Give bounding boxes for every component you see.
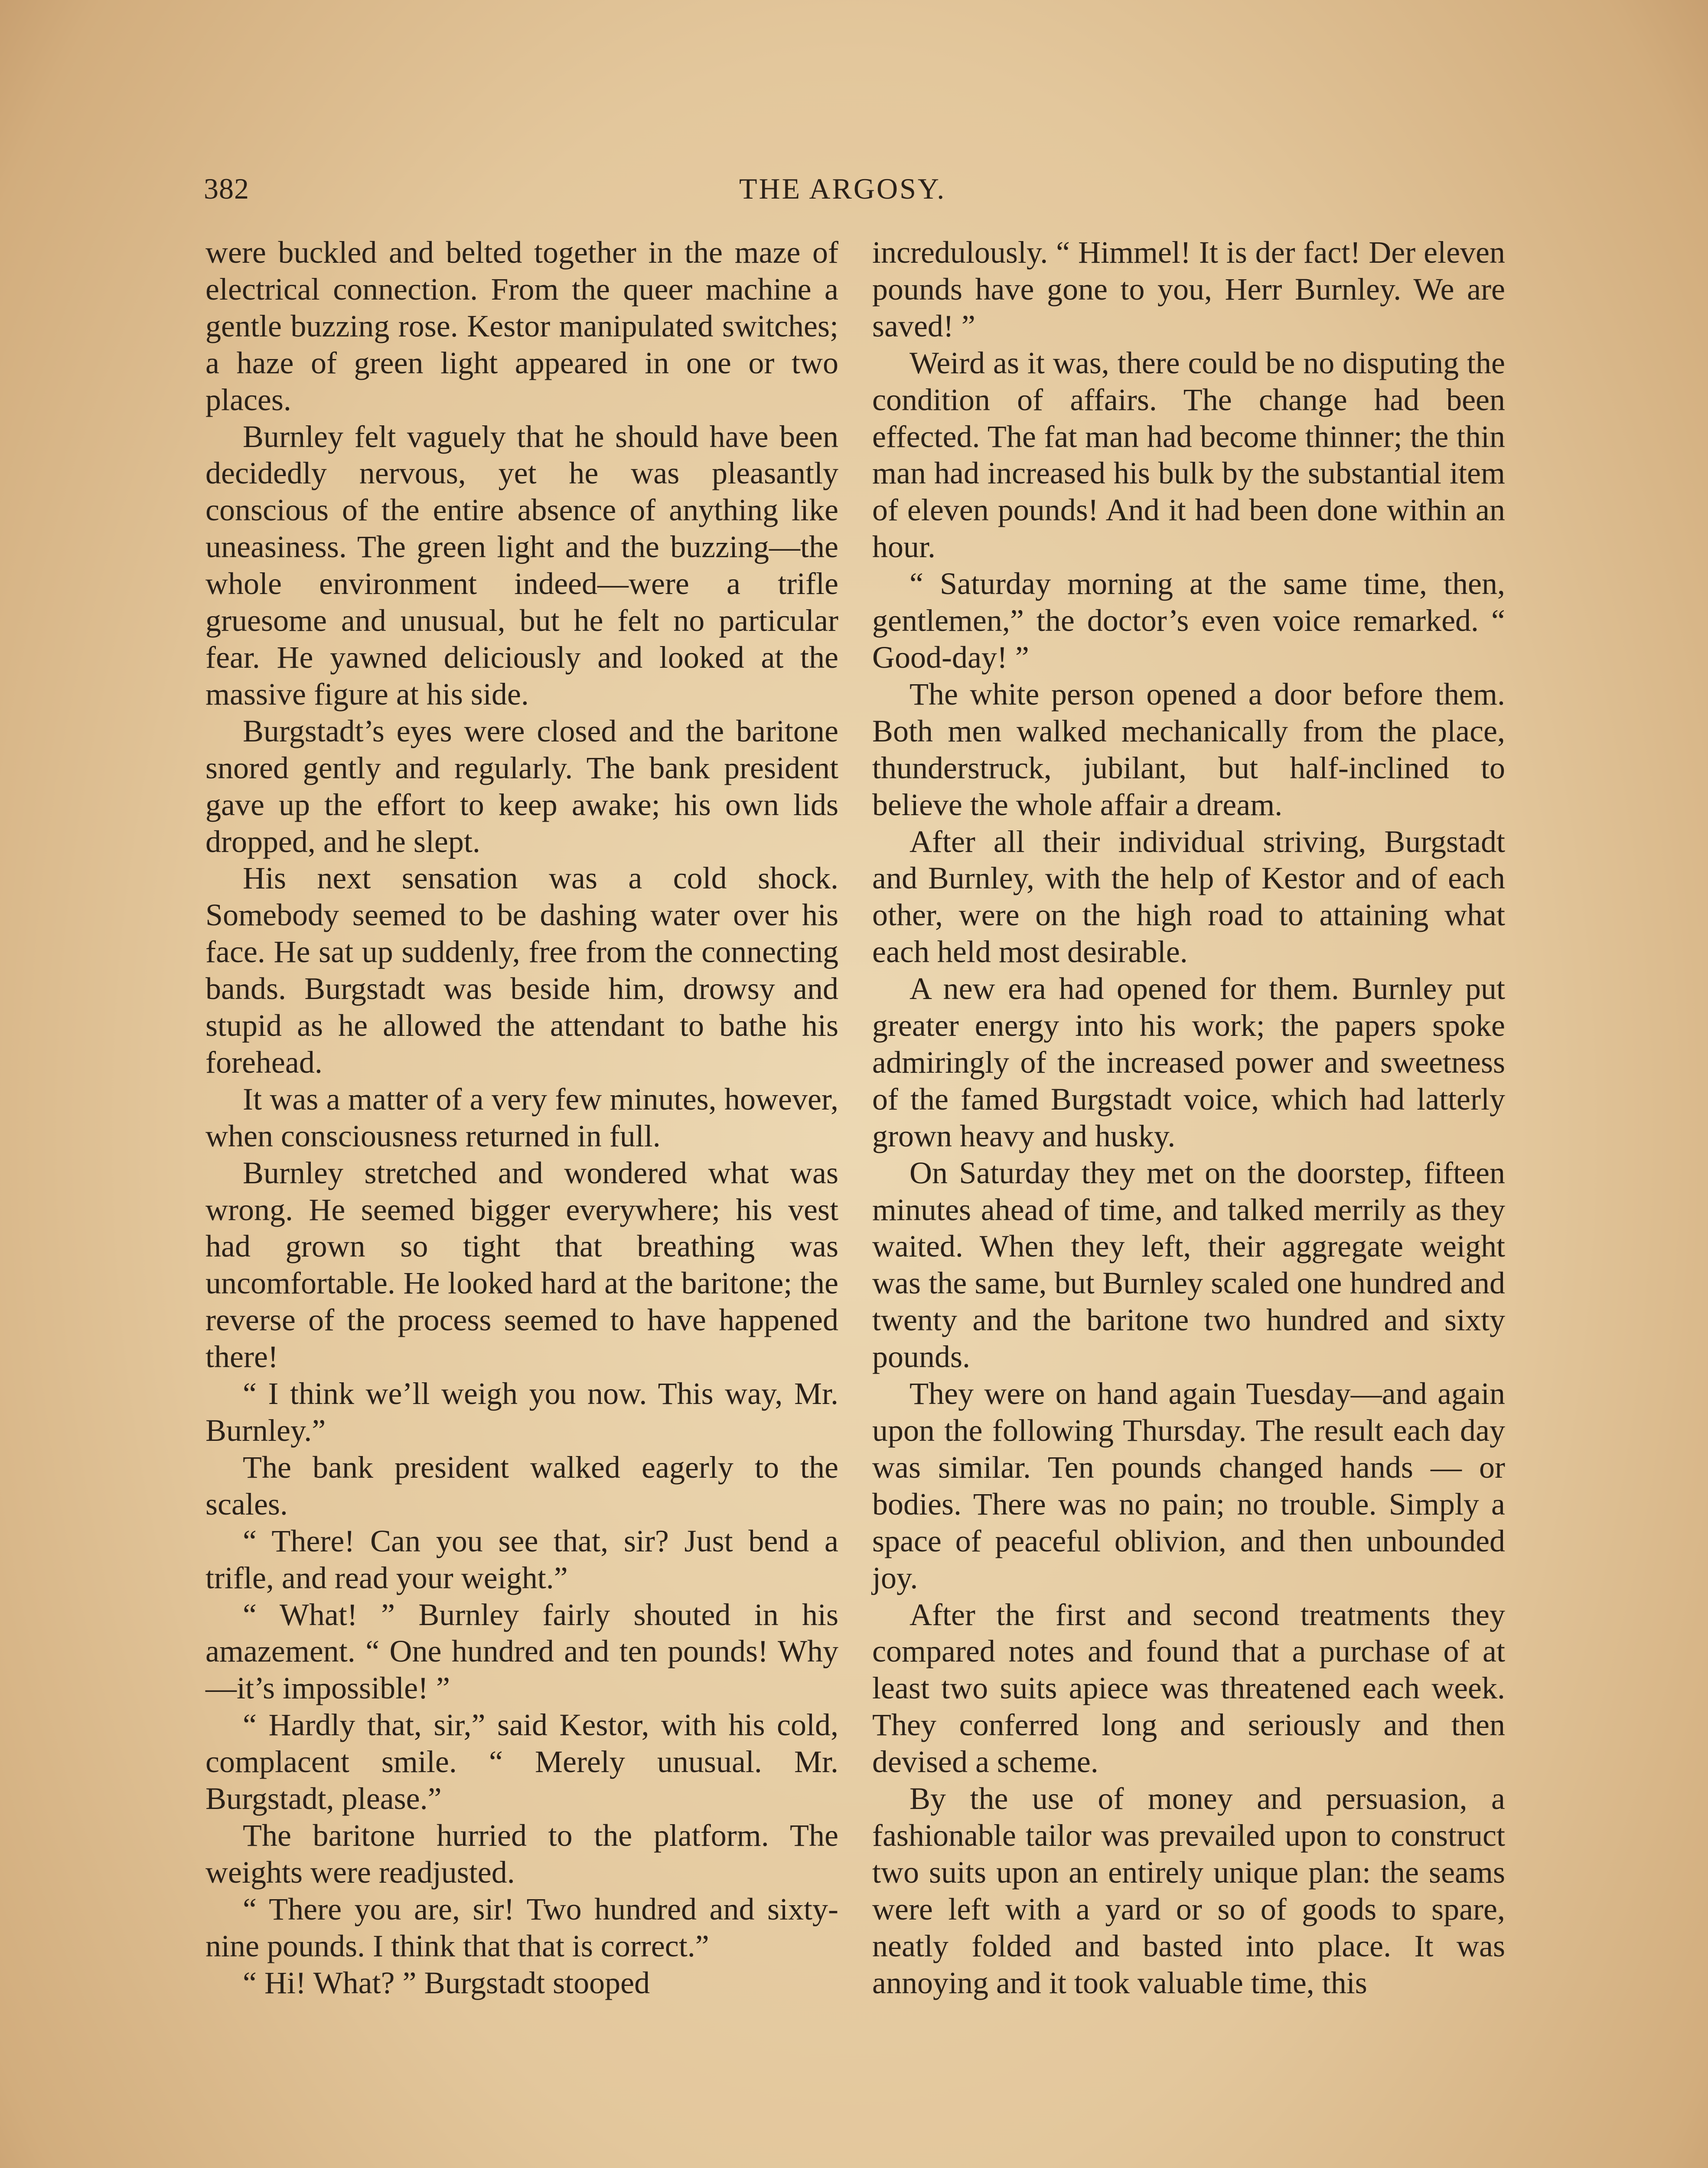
paragraph: “ Hi! What? ” Burgstadt stooped [243, 1965, 650, 2000]
paragraph: “ Hardly that, sir,” said Kestor, with his cold, complacent smile. “ Merely unusual. Mr. Burgstadt, please.” [205, 1708, 838, 1816]
paragraph-continued: incredulously. “ Himmel! It is der fact! Der eleven pounds have gone to you, Herr Burnley. We are saved! ” [872, 235, 1505, 343]
paragraph: On Saturday they met on the doorstep, fifteen minutes ahead of time, and talked merrily as they waited. When they left, their aggregate weight was the same, but Burnley scaled one hundred and twenty and the baritone two hundred and sixty pounds. [872, 1155, 1505, 1375]
paragraph: “ I think we’ll weigh you now. This way, Mr. Burnley.” [205, 1376, 838, 1448]
paragraph: They were on hand again Tuesday—and again upon the following Thursday. The result each day was similar. Ten pounds changed hands — or bodies. There was no pain; no trouble. Simply a space of peaceful oblivion, and then unbounded joy. [872, 1376, 1505, 1595]
paragraph: The baritone hurried to the platform. The weights were readjusted. [205, 1818, 838, 1890]
paragraph: Burnley felt vaguely that he should have been decidedly nervous, yet he was pleasantly conscious of the entire absence of anything like uneasiness. The green light and the buzzing—the whole environment indeed—were a trifle gruesome and unusual, but he felt no particular fear. He yawned deliciously and looked at the massive figure at his side. [205, 419, 838, 712]
paragraph: After all their individual striving, Burgstadt and Burnley, with the help of Kestor and of each other, were on the high road to attaining what each held most desirable. [872, 824, 1505, 970]
paragraph: The white person opened a door before them. Both men walked mechanically from the place, thunderstruck, jubilant, but half-inclined to believe the whole affair a dream. [872, 676, 1505, 822]
paragraph: His next sensation was a cold shock. Somebody seemed to be dashing water over his face. He sat up suddenly, free from the connecting bands. Burgstadt was beside him, drowsy and stupid as he allowed the attendant to bathe his forehead. [205, 861, 838, 1080]
paragraph: By the use of money and persuasion, a fashionable tailor was prevailed upon to construct two suits upon an entirely unique plan: the seams were left with a yard or so of goods to spare, neatly folded and basted into place. It was annoying and it took valuable time, this [872, 1781, 1505, 2000]
page-number: 382 [204, 172, 249, 205]
left-column [205, 234, 838, 2001]
paragraph: “ Saturday morning at the same time, then, gentlemen,” the doctor’s even voice remarked. “ Good-day! ” [872, 566, 1505, 675]
paragraph: “ There you are, sir! Two hundred and sixty-nine pounds. I think that that is correct.” [205, 1891, 838, 1963]
paragraph: A new era had opened for them. Burnley put greater energy into his work; the papers spoke admiringly of the increased power and sweetness of the famed Burgstadt voice, which had latterly grown heavy and husky. [872, 971, 1505, 1153]
paragraph: It was a matter of a very few minutes, however, when consciousness returned in full. [205, 1081, 838, 1153]
paragraph: Weird as it was, there could be no disputing the condition of affairs. The change had been effected. The fat man had become thinner; the thin man had increased his bulk by the substantial item of eleven pounds! And it had been done within an hour. [872, 345, 1505, 565]
paragraph: After the first and second treatments they compared notes and found that a purchase of at least two suits apiece was threatened each week. They conferred long and seriously and then devised a scheme. [872, 1597, 1505, 1779]
paragraph: The bank president walked eagerly to the scales. [205, 1450, 838, 1522]
paragraph: Burgstadt’s eyes were closed and the baritone snored gently and regularly. The bank president gave up the effort to keep awake; his own lids dropped, and he slept. [205, 713, 838, 859]
right-column [872, 234, 1505, 2001]
paragraph: were buckled and belted together in the maze of electrical connection. From the queer machine a gentle buzzing rose. Kestor manipulated switches; a haze of green light appeared in one or two places. [205, 235, 838, 417]
page-header [204, 167, 1504, 210]
paragraph: Burnley stretched and wondered what was wrong. He seemed bigger everywhere; his vest had grown so tight that breathing was uncomfortable. He looked hard at the baritone; the reverse of the process seemed to have happened there! [205, 1155, 838, 1375]
running-title: THE ARGOSY. [739, 172, 946, 205]
paragraph: “ There! Can you see that, sir? Just bend a trifle, and read your weight.” [205, 1523, 838, 1595]
paragraph: “ What! ” Burnley fairly shouted in his amazement. “ One hundred and ten pounds! Why—it’s impossible! ” [205, 1597, 838, 1706]
